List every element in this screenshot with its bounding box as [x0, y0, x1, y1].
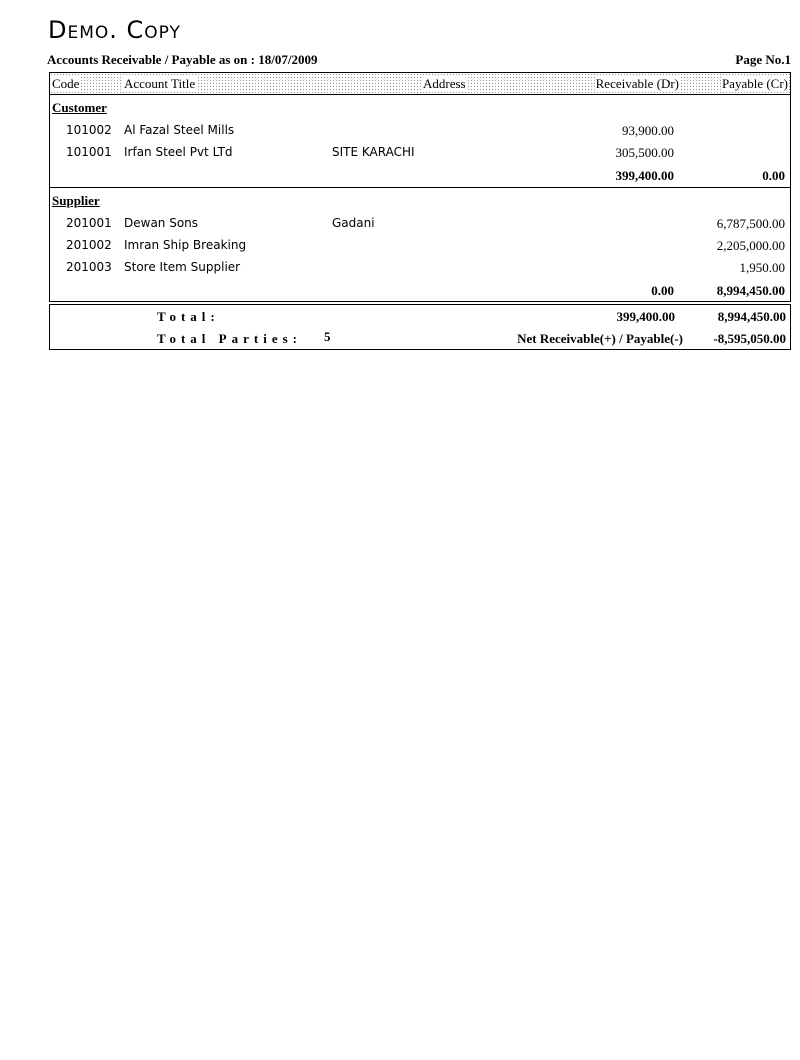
page-number: Page No.1 — [735, 52, 791, 67]
row-code: 101001 — [66, 145, 112, 159]
row-payable: 6,787,500.00 — [716, 216, 785, 231]
total-label: Total: — [157, 309, 220, 324]
total-parties-label: Total Parties: — [157, 331, 302, 346]
column-header-code: Code — [52, 76, 80, 91]
row-address: Gadani — [332, 216, 375, 230]
subtotal-payable: 0.00 — [762, 168, 785, 183]
net-label: Net Receivable(+) / Payable(-) — [517, 331, 683, 346]
report-title: Demo. Copy — [48, 16, 181, 44]
subtotal-row-customer — [50, 168, 790, 188]
section-label-supplier: Supplier — [52, 193, 100, 208]
totals-box — [49, 304, 791, 350]
table-row — [50, 123, 790, 143]
row-account-title: Dewan Sons — [124, 216, 199, 230]
subtotal-receivable: 0.00 — [651, 283, 674, 298]
report-subtitle: Accounts Receivable / Payable as on : 18/07/2009 — [47, 52, 318, 67]
column-header-payable: Payable (Cr) — [721, 76, 788, 91]
column-header-account-title: Account Title — [124, 76, 196, 91]
row-payable: 2,205,000.00 — [716, 238, 785, 253]
table-row — [50, 238, 790, 258]
total-receivable: 399,400.00 — [616, 309, 675, 324]
row-receivable: 93,900.00 — [622, 123, 674, 138]
row-account-title: Irfan Steel Pvt LTd — [124, 145, 233, 159]
subtotal-receivable: 399,400.00 — [615, 168, 674, 183]
total-parties-count: 5 — [324, 329, 331, 344]
subtotal-row-supplier — [50, 283, 790, 303]
section-divider — [50, 187, 790, 188]
section-label-customer: Customer — [52, 100, 107, 115]
table-row — [50, 260, 790, 280]
report-table — [49, 72, 791, 302]
table-row — [50, 216, 790, 236]
row-payable: 1,950.00 — [739, 260, 785, 275]
column-header-row — [50, 73, 790, 95]
row-code: 201002 — [66, 238, 112, 252]
row-receivable: 305,500.00 — [615, 145, 674, 160]
row-code: 101002 — [66, 123, 112, 137]
net-value: -8,595,050.00 — [713, 331, 786, 346]
column-header-address: Address — [423, 76, 466, 91]
row-code: 201003 — [66, 260, 112, 274]
column-header-receivable: Receivable (Dr) — [595, 76, 679, 91]
total-payable: 8,994,450.00 — [717, 309, 786, 324]
row-code: 201001 — [66, 216, 112, 230]
subtotal-payable: 8,994,450.00 — [716, 283, 785, 298]
row-address: SITE KARACHI — [332, 145, 415, 159]
row-account-title: Al Fazal Steel Mills — [124, 123, 235, 137]
row-account-title: Imran Ship Breaking — [124, 238, 247, 252]
table-row — [50, 145, 790, 165]
row-account-title: Store Item Supplier — [124, 260, 241, 274]
